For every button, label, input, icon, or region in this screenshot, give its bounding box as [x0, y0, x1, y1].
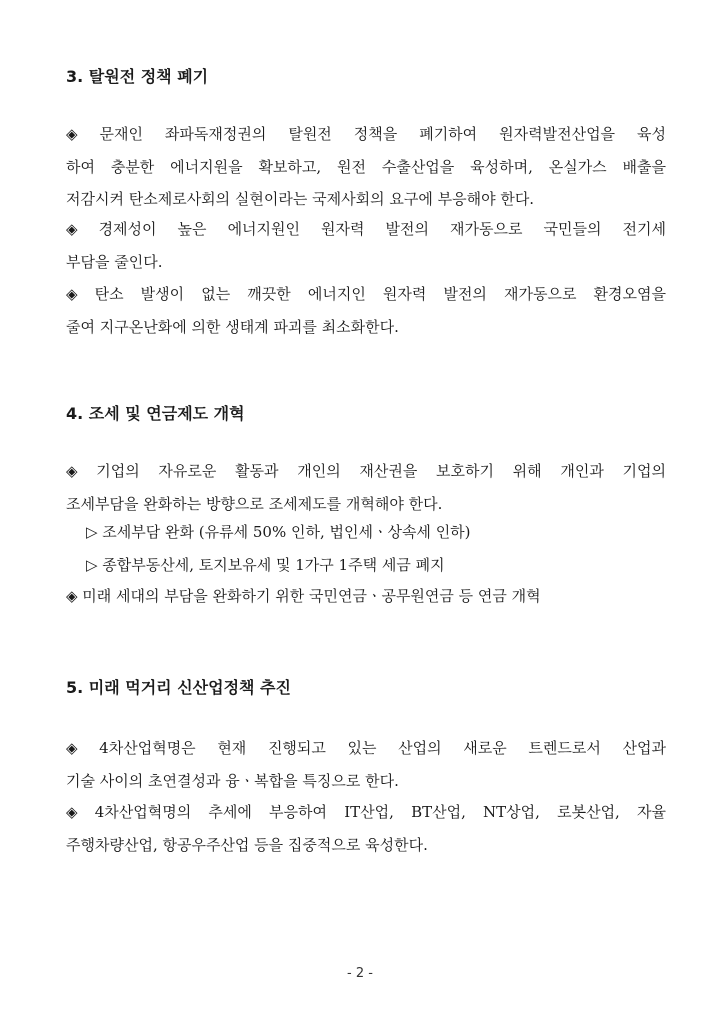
text-line: ◈ 4차산업혁명은 현재 진행되고 있는 산업의 새로운 트렌드로서 산업과: [66, 739, 666, 757]
text-line: 주행차량산업, 항공우주산업 등을 집중적으로 육성한다.: [66, 835, 428, 854]
text-line: 줄여 지구온난화에 의한 생태계 파괴를 최소화한다.: [66, 317, 399, 336]
section-4-paragraph-1: [66, 455, 666, 520]
text-line: 저감시켜 탄소제로사회의 실현이라는 국제사회의 요구에 부응해야 한다.: [66, 190, 535, 208]
section-5-paragraph-1: [66, 732, 666, 797]
section-3-paragraph-1: [66, 118, 666, 216]
text-line: 부담을 줄인다.: [66, 252, 163, 271]
section-4-subitem-2: ▷ 종합부동산세, 토지보유세 및 1가구 1주택 세금 폐지: [86, 556, 445, 574]
section-5-heading: 5. 미래 먹거리 신산업정책 추진: [66, 678, 291, 697]
section-4-heading: 4. 조세 및 연금제도 개혁: [66, 404, 245, 423]
page-number: - 2 -: [347, 966, 373, 981]
section-3-paragraph-3: [66, 278, 666, 343]
text-line: ◈ 경제성이 높은 에너지원인 원자력 발전의 재가동으로 국민들의 전기세: [66, 220, 666, 238]
section-5-paragraph-2: [66, 796, 666, 861]
text-line: ◈ 기업의 자유로운 활동과 개인의 재산권을 보호하기 위해 개인과 기업의: [66, 462, 666, 480]
section-4-paragraph-2: [66, 580, 666, 613]
text-line: 기술 사이의 초연결성과 융ㆍ복합을 특징으로 한다.: [66, 771, 399, 790]
text-line: ◈ 미래 세대의 부담을 완화하기 위한 국민연금ㆍ공무원연금 등 연금 개혁: [66, 587, 541, 605]
text-line: ◈ 4차산업혁명의 추세에 부응하여 IT산업, BT산업, NT상업, 로봇산업, 자율: [66, 803, 666, 821]
section-3-heading: 3. 탈원전 정책 폐기: [66, 67, 209, 86]
text-line: ◈ 문재인 좌파독재정권의 탈원전 정책을 폐기하여 원자력발전산업을 육성: [66, 125, 666, 143]
section-3-paragraph-2: [66, 213, 666, 278]
section-4-subitem-1: ▷ 조세부담 완화 (유류세 50% 인하, 법인세ㆍ상속세 인하): [86, 523, 471, 541]
text-line: ◈ 탄소 발생이 없는 깨끗한 에너지인 원자력 발전의 재가동으로 환경오염을: [66, 285, 666, 303]
text-line: 하여 충분한 에너지원을 확보하고, 원전 수출산업을 육성하며, 온실가스 배출을: [66, 157, 666, 176]
text-line: 조세부담을 완화하는 방향으로 조세제도를 개혁해야 한다.: [66, 494, 443, 513]
